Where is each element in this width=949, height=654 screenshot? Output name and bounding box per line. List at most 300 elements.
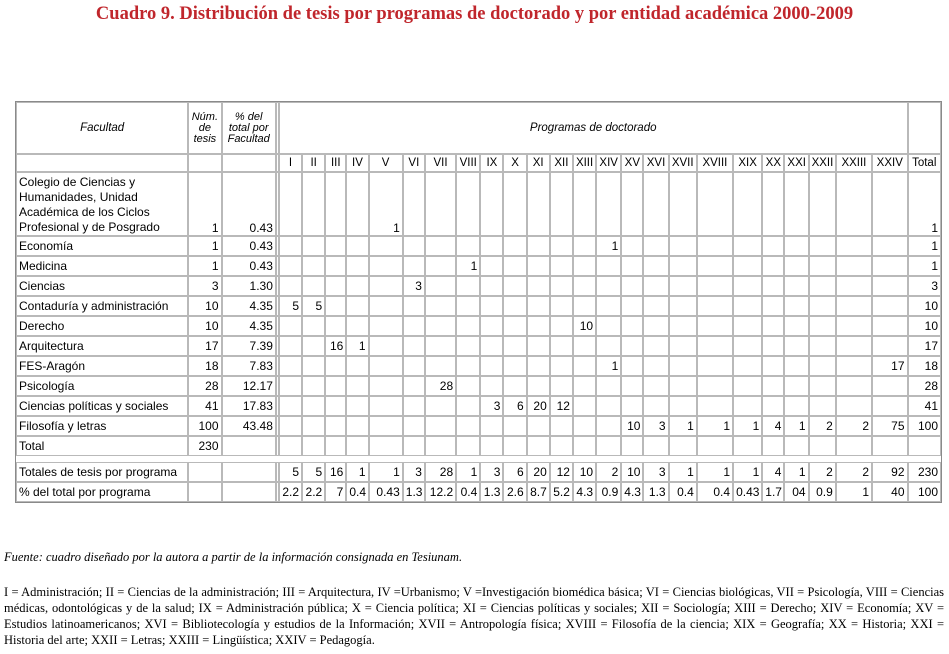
program-value-cell <box>573 416 596 436</box>
porcentajes-value-cell: 2.6 <box>503 482 526 502</box>
program-value-cell: 10 <box>573 316 596 336</box>
program-header-iii: III <box>325 154 346 172</box>
program-value-cell <box>669 296 697 316</box>
totales-value-cell: 92 <box>872 462 907 482</box>
program-value-cell <box>809 296 836 316</box>
program-value-cell <box>697 236 733 256</box>
program-value-cell <box>596 416 621 436</box>
program-value-cell <box>872 296 907 316</box>
table-row <box>16 416 941 436</box>
program-value-cell <box>784 296 808 316</box>
program-value-cell: 75 <box>872 416 907 436</box>
table-row <box>16 396 941 416</box>
program-value-cell <box>527 436 550 456</box>
program-value-cell <box>425 296 456 316</box>
program-value-cell <box>403 436 425 456</box>
program-value-cell: 16 <box>325 336 346 356</box>
program-value-cell <box>573 296 596 316</box>
porcentajes-value-cell: 0.4 <box>669 482 697 502</box>
program-value-cell <box>480 256 503 276</box>
num-tesis-cell: 10 <box>188 296 221 316</box>
program-value-cell: 1 <box>784 416 808 436</box>
program-value-cell <box>550 336 573 356</box>
program-value-cell <box>573 336 596 356</box>
pct-facultad-cell: 4.35 <box>222 296 276 316</box>
program-value-cell <box>809 316 836 336</box>
program-value-cell <box>621 276 643 296</box>
num-tesis-cell: 28 <box>188 376 221 396</box>
program-value-cell <box>836 316 872 336</box>
pct-facultad-cell: 1.30 <box>222 276 276 296</box>
table-title: Cuadro 9. Distribución de tesis por programas de doctorado y por entidad académica 2000-2009 <box>95 4 854 24</box>
program-value-cell <box>279 396 302 416</box>
program-value-cell <box>762 236 784 256</box>
program-value-cell <box>527 416 550 436</box>
program-value-cell <box>836 172 872 236</box>
program-value-cell <box>784 336 808 356</box>
program-value-cell <box>279 316 302 336</box>
header-facultad: Facultad <box>16 102 188 154</box>
program-value-cell <box>480 316 503 336</box>
program-value-cell <box>369 416 403 436</box>
program-header-xvii: XVII <box>669 154 697 172</box>
program-value-cell <box>762 396 784 416</box>
program-value-cell <box>279 172 302 236</box>
program-value-cell <box>346 396 368 416</box>
program-value-cell <box>784 236 808 256</box>
program-value-cell <box>621 376 643 396</box>
program-value-cell <box>621 256 643 276</box>
row-total-cell: 10 <box>908 296 942 316</box>
program-header-ii: II <box>302 154 325 172</box>
porcentajes-value-cell: 12.2 <box>425 482 456 502</box>
totales-value-cell: 3 <box>403 462 425 482</box>
program-value-cell <box>733 316 762 336</box>
program-value-cell <box>733 172 762 236</box>
program-value-cell <box>762 376 784 396</box>
program-value-cell <box>809 256 836 276</box>
totales-value-cell: 20 <box>527 462 550 482</box>
program-value-cell <box>456 276 480 296</box>
porcentajes-value-cell: 0.9 <box>596 482 621 502</box>
program-header-v: V <box>369 154 403 172</box>
program-value-cell: 2 <box>809 416 836 436</box>
program-value-cell <box>425 396 456 416</box>
table-row <box>16 436 941 456</box>
program-value-cell <box>425 236 456 256</box>
program-header-xx: XX <box>762 154 784 172</box>
porcentajes-value-cell: 1.3 <box>643 482 668 502</box>
program-value-cell <box>762 276 784 296</box>
program-value-cell <box>669 436 697 456</box>
totales-value-cell: 28 <box>425 462 456 482</box>
program-value-cell <box>733 236 762 256</box>
program-value-cell <box>573 436 596 456</box>
program-header-xii: XII <box>550 154 573 172</box>
pct-facultad-cell: 43.48 <box>222 416 276 436</box>
program-value-cell: 4 <box>762 416 784 436</box>
row-total-cell: 17 <box>908 336 942 356</box>
totales-value-cell: 1 <box>669 462 697 482</box>
program-value-cell <box>669 336 697 356</box>
program-value-cell <box>872 436 907 456</box>
program-value-cell <box>550 356 573 376</box>
num-tesis-cell: 10 <box>188 316 221 336</box>
program-value-cell <box>369 256 403 276</box>
program-value-cell: 1 <box>456 256 480 276</box>
row-total-cell: 1 <box>908 236 942 256</box>
program-value-cell <box>403 316 425 336</box>
program-value-cell <box>762 436 784 456</box>
num-tesis-cell: 41 <box>188 396 221 416</box>
program-value-cell <box>403 336 425 356</box>
pct-facultad-cell: 0.43 <box>222 172 276 236</box>
program-value-cell <box>302 172 325 236</box>
row-total-cell: 18 <box>908 356 942 376</box>
program-value-cell <box>550 256 573 276</box>
table-row <box>16 256 941 276</box>
program-value-cell <box>425 416 456 436</box>
program-value-cell <box>456 396 480 416</box>
program-value-cell <box>480 336 503 356</box>
facultad-cell: Ciencias <box>16 276 188 296</box>
program-value-cell <box>872 172 907 236</box>
num-tesis-cell: 100 <box>188 416 221 436</box>
program-value-cell <box>596 296 621 316</box>
totales-value-cell: 10 <box>573 462 596 482</box>
totales-value-cell: 1 <box>346 462 368 482</box>
program-value-cell: 3 <box>403 276 425 296</box>
program-header-xxi: XXI <box>784 154 808 172</box>
program-value-cell <box>527 356 550 376</box>
porcentajes-value-cell: 0.43 <box>369 482 403 502</box>
program-value-cell: 2 <box>836 416 872 436</box>
program-value-cell <box>503 436 526 456</box>
program-value-cell <box>872 256 907 276</box>
program-header-xxii: XXII <box>809 154 836 172</box>
num-tesis-cell: 18 <box>188 356 221 376</box>
program-header-viii: VIII <box>456 154 480 172</box>
program-value-cell <box>836 356 872 376</box>
program-value-cell <box>669 356 697 376</box>
program-value-cell: 1 <box>346 336 368 356</box>
program-value-cell: 5 <box>279 296 302 316</box>
program-value-cell <box>621 396 643 416</box>
program-value-cell <box>369 436 403 456</box>
program-value-cell <box>762 172 784 236</box>
program-value-cell <box>503 416 526 436</box>
program-value-cell <box>550 376 573 396</box>
pct-facultad-cell <box>222 436 276 456</box>
source-note: Fuente: cuadro diseñado por la autora a partir de la información consignada en Tesiunam. <box>4 550 463 564</box>
program-value-cell <box>573 356 596 376</box>
program-value-cell <box>527 172 550 236</box>
porcentajes-label: % del total por programa <box>16 482 188 502</box>
program-header-i: I <box>279 154 302 172</box>
program-value-cell <box>302 336 325 356</box>
row-total-cell: 10 <box>908 316 942 336</box>
program-value-cell <box>596 436 621 456</box>
program-value-cell <box>480 356 503 376</box>
program-value-cell <box>550 236 573 256</box>
header-pct-facultad: % del total por Facultad <box>222 102 276 154</box>
program-value-cell <box>279 236 302 256</box>
program-header-xi: XI <box>527 154 550 172</box>
program-value-cell <box>325 276 346 296</box>
program-value-cell: 6 <box>503 396 526 416</box>
program-value-cell <box>503 336 526 356</box>
program-value-cell <box>480 436 503 456</box>
program-value-cell <box>369 236 403 256</box>
program-value-cell <box>302 436 325 456</box>
program-value-cell <box>425 316 456 336</box>
program-value-cell <box>480 276 503 296</box>
program-value-cell <box>733 296 762 316</box>
program-value-cell <box>809 336 836 356</box>
program-value-cell <box>573 276 596 296</box>
program-value-cell <box>527 276 550 296</box>
program-value-cell <box>872 336 907 356</box>
program-value-cell <box>425 336 456 356</box>
program-value-cell <box>279 376 302 396</box>
program-value-cell <box>784 376 808 396</box>
totales-value-cell: 3 <box>643 462 668 482</box>
program-value-cell <box>425 256 456 276</box>
program-value-cell <box>762 256 784 276</box>
num-tesis-cell: 17 <box>188 336 221 356</box>
program-value-cell <box>809 356 836 376</box>
program-value-cell <box>425 356 456 376</box>
program-value-cell: 28 <box>425 376 456 396</box>
facultad-cell: Psicología <box>16 376 188 396</box>
row-total-cell: 100 <box>908 416 942 436</box>
porcentajes-total-cell: 100 <box>908 482 942 502</box>
program-value-cell: 12 <box>550 396 573 416</box>
program-value-cell <box>550 296 573 316</box>
program-value-cell <box>643 236 668 256</box>
program-value-cell <box>809 376 836 396</box>
program-value-cell <box>527 236 550 256</box>
program-value-cell <box>480 172 503 236</box>
program-value-cell <box>302 376 325 396</box>
program-value-cell <box>456 336 480 356</box>
program-value-cell <box>456 436 480 456</box>
facultad-cell: Arquitectura <box>16 336 188 356</box>
pct-facultad-cell: 4.35 <box>222 316 276 336</box>
program-value-cell <box>621 236 643 256</box>
program-value-cell <box>403 356 425 376</box>
totales-value-cell: 12 <box>550 462 573 482</box>
program-value-cell <box>784 396 808 416</box>
program-value-cell <box>762 356 784 376</box>
porcentajes-row <box>16 482 941 502</box>
facultad-cell: Colegio de Ciencias y Humanidades, Unidad Académica de los Ciclos Profesional y de Posgrado <box>16 172 188 236</box>
program-value-cell <box>733 376 762 396</box>
row-total-cell: 1 <box>908 256 942 276</box>
program-value-cell <box>596 376 621 396</box>
pct-facultad-cell: 17.83 <box>222 396 276 416</box>
program-value-cell <box>302 356 325 376</box>
program-value-cell <box>621 172 643 236</box>
program-value-cell <box>809 396 836 416</box>
program-value-cell <box>346 436 368 456</box>
program-value-cell <box>697 296 733 316</box>
program-value-cell <box>456 172 480 236</box>
program-value-cell <box>573 376 596 396</box>
program-value-cell <box>425 276 456 296</box>
num-tesis-cell: 3 <box>188 276 221 296</box>
program-value-cell: 1 <box>669 416 697 436</box>
program-value-cell <box>403 396 425 416</box>
program-value-cell <box>872 376 907 396</box>
program-value-cell <box>503 376 526 396</box>
program-value-cell <box>697 396 733 416</box>
program-value-cell <box>596 276 621 296</box>
program-value-cell <box>325 376 346 396</box>
program-legend: I = Administración; II = Ciencias de la administración; III = Arquitectura, IV =Urbanismo; V =Investigación biomédica básica; VI = Ciencias biológicas, VII = Psicología, VIII = Ciencias médicas, odontológicas y de la salud; IX = Administración pública; X = Ciencia política; XI = Ciencias políticas y sociales; XII = Sociología; XIII = Derecho; XIV = Economía; XV = Estudios latinoamericanos; XVI = Bibliotecología y estudios de la Información; XVII = Antropología física; XVIII = Filosofía de la ciencia; XIX = Geografía; XX = Historia; XXI = Historia del arte; XXII = Letras; XXIII = Lingüística; XXIV = Pedagogía. <box>4 585 944 647</box>
facultad-cell: Medicina <box>16 256 188 276</box>
program-value-cell: 1 <box>369 172 403 236</box>
header-num-tesis: Núm. de tesis <box>188 102 221 154</box>
program-value-cell <box>279 356 302 376</box>
program-header-xvi: XVI <box>643 154 668 172</box>
program-value-cell <box>643 376 668 396</box>
program-header-xviii: XVIII <box>697 154 733 172</box>
program-value-cell <box>643 336 668 356</box>
program-value-cell <box>456 416 480 436</box>
table-row <box>16 296 941 316</box>
program-value-cell: 1 <box>697 416 733 436</box>
row-total-cell: 3 <box>908 276 942 296</box>
program-value-cell <box>643 316 668 336</box>
row-total-cell <box>908 436 942 456</box>
program-value-cell <box>643 276 668 296</box>
program-value-cell: 3 <box>643 416 668 436</box>
program-header-xiii: XIII <box>573 154 596 172</box>
program-value-cell <box>403 236 425 256</box>
program-value-cell <box>302 236 325 256</box>
program-value-cell <box>369 396 403 416</box>
program-value-cell <box>550 276 573 296</box>
program-value-cell <box>325 396 346 416</box>
table-row <box>16 276 941 296</box>
porcentajes-value-cell: 40 <box>872 482 907 502</box>
program-value-cell <box>784 436 808 456</box>
program-value-cell <box>527 376 550 396</box>
porcentajes-value-cell: 7 <box>325 482 346 502</box>
pct-facultad-cell: 7.39 <box>222 336 276 356</box>
thesis-distribution-table <box>15 101 942 503</box>
program-value-cell <box>643 436 668 456</box>
program-value-cell <box>573 396 596 416</box>
program-value-cell <box>809 276 836 296</box>
num-tesis-cell: 1 <box>188 256 221 276</box>
program-value-cell <box>346 276 368 296</box>
table-row <box>16 336 941 356</box>
program-value-cell <box>697 376 733 396</box>
program-header-xix: XIX <box>733 154 762 172</box>
facultad-cell: Ciencias políticas y sociales <box>16 396 188 416</box>
program-value-cell <box>369 356 403 376</box>
program-value-cell <box>836 396 872 416</box>
program-value-cell <box>480 376 503 396</box>
program-value-cell <box>733 396 762 416</box>
totales-total-cell: 230 <box>908 462 942 482</box>
porcentajes-value-cell: 1.3 <box>480 482 503 502</box>
program-value-cell <box>784 172 808 236</box>
program-value-cell <box>836 236 872 256</box>
program-value-cell <box>621 316 643 336</box>
program-header-ix: IX <box>480 154 503 172</box>
porcentajes-value-cell: 4.3 <box>573 482 596 502</box>
program-value-cell <box>762 336 784 356</box>
program-value-cell <box>503 296 526 316</box>
program-value-cell <box>346 316 368 336</box>
program-value-cell <box>425 172 456 236</box>
program-value-cell <box>279 336 302 356</box>
totales-value-cell: 1 <box>697 462 733 482</box>
pct-facultad-cell: 0.43 <box>222 256 276 276</box>
program-value-cell <box>456 316 480 336</box>
header-total: Total <box>908 154 942 172</box>
totales-label: Totales de tesis por programa <box>16 462 188 482</box>
program-value-cell <box>346 416 368 436</box>
program-value-cell <box>346 256 368 276</box>
program-value-cell <box>369 336 403 356</box>
program-value-cell <box>527 296 550 316</box>
program-value-cell <box>733 256 762 276</box>
porcentajes-value-cell: 2.2 <box>279 482 302 502</box>
totales-value-cell: 16 <box>325 462 346 482</box>
num-tesis-cell: 1 <box>188 236 221 256</box>
program-value-cell <box>503 356 526 376</box>
program-value-cell <box>403 376 425 396</box>
row-total-cell: 41 <box>908 396 942 416</box>
program-value-cell <box>527 256 550 276</box>
program-value-cell <box>550 436 573 456</box>
program-value-cell <box>596 316 621 336</box>
program-value-cell <box>697 276 733 296</box>
program-value-cell <box>325 296 346 316</box>
program-value-cell <box>697 436 733 456</box>
porcentajes-value-cell: 0.4 <box>697 482 733 502</box>
pct-facultad-cell: 7.83 <box>222 356 276 376</box>
program-value-cell <box>369 276 403 296</box>
program-value-cell <box>346 172 368 236</box>
totales-value-cell: 4 <box>762 462 784 482</box>
program-value-cell <box>643 296 668 316</box>
porcentajes-value-cell: 0.43 <box>733 482 762 502</box>
program-header-vi: VI <box>403 154 425 172</box>
porcentajes-value-cell: 2.2 <box>302 482 325 502</box>
program-value-cell <box>872 276 907 296</box>
porcentajes-value-cell: 0.4 <box>346 482 368 502</box>
porcentajes-value-cell: 1 <box>836 482 872 502</box>
program-value-cell <box>369 376 403 396</box>
totales-value-cell: 1 <box>369 462 403 482</box>
program-value-cell <box>369 296 403 316</box>
totales-value-cell: 5 <box>302 462 325 482</box>
program-value-cell <box>596 256 621 276</box>
program-value-cell <box>872 236 907 256</box>
facultad-cell: FES-Aragón <box>16 356 188 376</box>
porcentajes-value-cell: 1.7 <box>762 482 784 502</box>
program-value-cell: 1 <box>596 236 621 256</box>
program-value-cell: 3 <box>480 396 503 416</box>
program-value-cell <box>325 316 346 336</box>
porcentajes-value-cell: 0.4 <box>456 482 480 502</box>
program-value-cell <box>697 316 733 336</box>
